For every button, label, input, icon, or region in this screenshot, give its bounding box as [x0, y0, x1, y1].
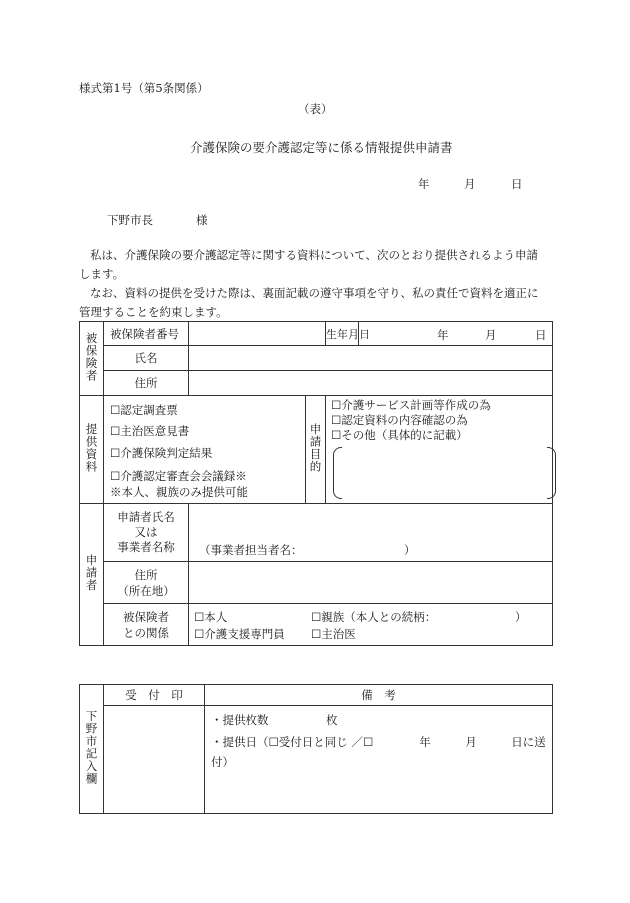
rel-self-checkbox[interactable]: ☐本人: [194, 609, 228, 624]
purpose-item[interactable]: ☐介護サービス計画等作成の為: [331, 398, 491, 412]
insured-name-label: 氏名: [104, 346, 189, 371]
materials-item[interactable]: ☐認定調査票: [110, 403, 178, 417]
rel-family-checkbox[interactable]: ☐親族（本人との続柄：: [311, 609, 437, 624]
materials-section-label: 提供資料: [84, 423, 99, 473]
insured-name-field[interactable]: [189, 346, 553, 371]
insured-section-label: 被保険者: [84, 332, 99, 382]
applicant-name-field[interactable]: [189, 504, 553, 562]
remarks-label: 備 考: [205, 685, 553, 706]
materials-note: ※本人、親族のみ提供可能: [110, 485, 248, 499]
applicant-name-label: [104, 504, 189, 562]
date-day: 日: [511, 177, 523, 191]
purpose-item[interactable]: ☐認定資料の内容確認の為: [331, 413, 468, 427]
rel-doctor-checkbox[interactable]: ☐主治医: [311, 626, 356, 641]
applicant-address-label: [104, 562, 189, 604]
staff-name-label: （事業者担当者名：: [199, 542, 303, 557]
rel-care-manager-checkbox[interactable]: ☐介護支援専門員: [194, 626, 285, 641]
sheets-line: ・提供枚数 枚: [211, 713, 338, 727]
bracket-right: [547, 447, 556, 499]
office-section: [80, 685, 104, 814]
purpose-section-label: 申請目的: [308, 423, 323, 473]
applicant-section-label: 申請者: [84, 554, 99, 592]
relation-label-2: との関係: [123, 625, 169, 640]
relation-label: [104, 604, 189, 646]
birth-label: 生年月日: [326, 322, 359, 346]
birth-day: 日: [535, 327, 547, 342]
applicant-section: [80, 504, 104, 646]
purpose-list: [326, 396, 553, 504]
applicant-address-field[interactable]: [189, 562, 553, 604]
applicant-name-label-2: 又は: [134, 525, 158, 539]
purpose-section: [306, 396, 326, 504]
relation-label-1: 被保険者: [123, 609, 169, 624]
applicant-address-label-1: 住所: [134, 567, 158, 582]
insured-address-label: 住所: [104, 371, 189, 396]
materials-section: [80, 396, 104, 504]
date-year: 年: [418, 177, 430, 191]
applicant-address-label-2: （所在地）: [117, 583, 175, 598]
rel-family-close: ）: [515, 609, 527, 624]
insured-address-field[interactable]: [189, 371, 553, 396]
office-section-label: 下野市記入欄: [84, 710, 99, 785]
purpose-item[interactable]: ☐その他（具体的に記載）: [331, 428, 468, 442]
remarks-area: [205, 706, 553, 814]
body-p1-line1: 私は、介護保険の要介護認定等に関する資料について、次のとおり提供されるよう申請: [90, 248, 539, 262]
insured-section: [80, 322, 104, 396]
body-p2-line2: 管理することを約束します。: [79, 305, 228, 319]
form-number: 様式第1号（第5条関係）: [79, 81, 209, 95]
office-use-table: [79, 684, 553, 814]
materials-item[interactable]: ☐介護認定審査会会議録※: [110, 469, 247, 483]
materials-list: [104, 396, 306, 504]
applicant-name-label-1: 申請者氏名: [117, 510, 175, 524]
materials-item[interactable]: ☐介護保険判定結果: [110, 446, 213, 460]
materials-item[interactable]: ☐主治医意見書: [110, 424, 190, 438]
staff-name-close: ）: [404, 542, 416, 557]
birth-field[interactable]: [359, 322, 553, 346]
addressee-name: 下野市長: [107, 213, 153, 227]
provide-date-line: ・提供日（☐受付日と同じ ／☐ 年 月 日に送付）: [211, 735, 546, 769]
applicant-name-label-3: 事業者名称: [117, 540, 175, 554]
side-label: （表）: [298, 102, 333, 116]
page-title: 介護保険の要介護認定等に係る情報提供申請書: [190, 140, 453, 155]
insured-number-field[interactable]: [189, 322, 326, 346]
receipt-stamp-area[interactable]: [104, 706, 205, 814]
receipt-label: 受 付 印: [104, 685, 205, 706]
relation-options: [189, 604, 553, 646]
addressee-honorific: 様: [196, 213, 208, 227]
bracket-left: [333, 447, 342, 499]
body-p2-line1: なお、資料の提供を受けた際は、裏面記載の遵守事項を守り、私の責任で資料を適正に: [90, 286, 539, 300]
insured-number-label: 被保険者番号: [104, 322, 189, 346]
birth-year: 年: [437, 327, 449, 342]
date-month: 月: [464, 177, 476, 191]
body-p1-line2: します。: [79, 267, 125, 281]
birth-month: 月: [485, 327, 497, 342]
application-table: [79, 321, 553, 646]
